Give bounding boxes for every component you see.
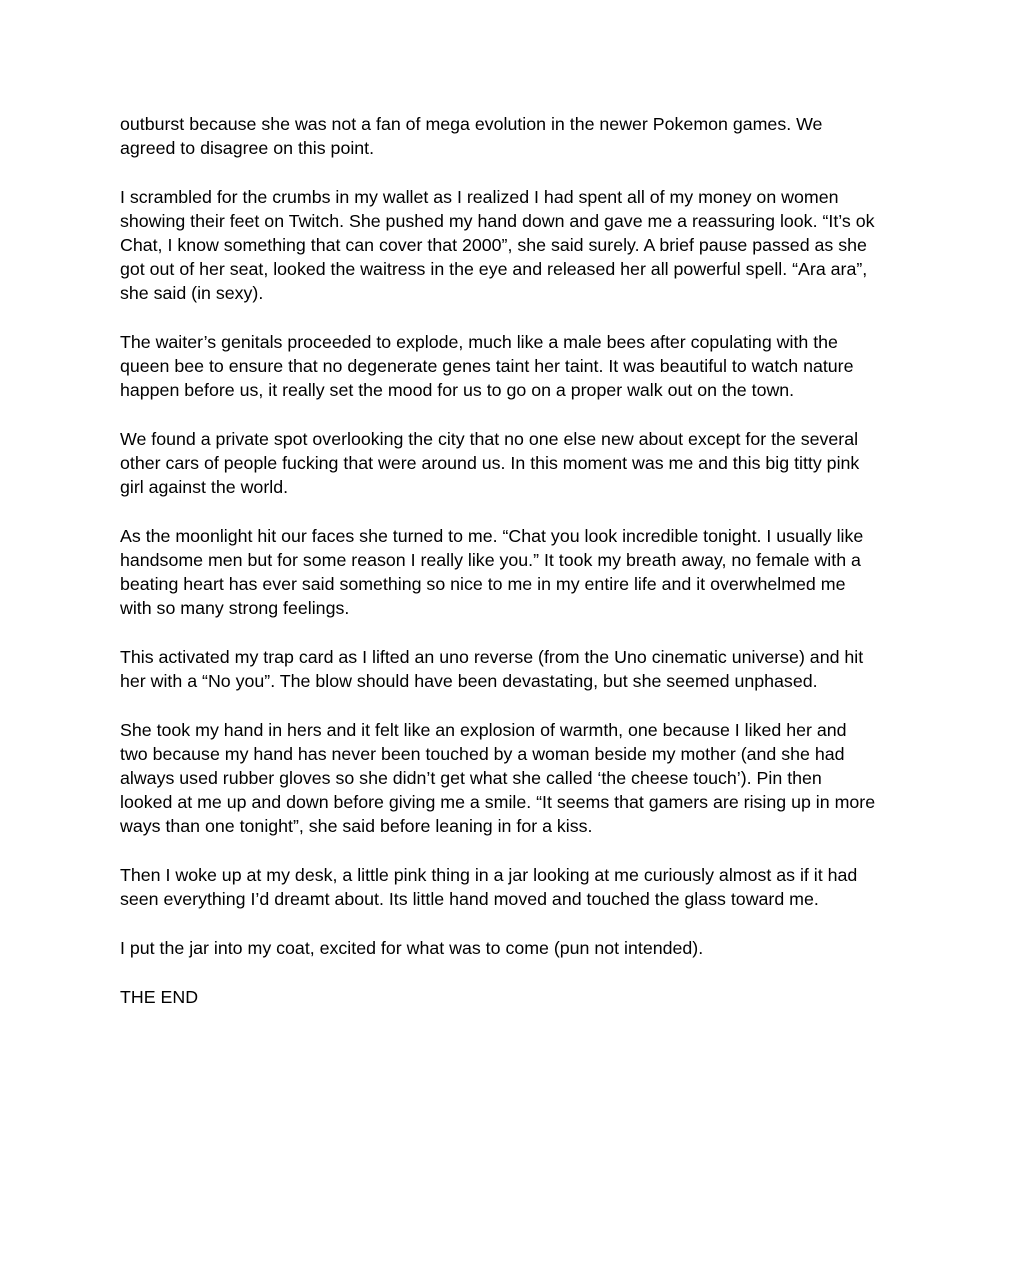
text-line: looked at me up and down before giving me a smile. “It seems that gamers are rising up in more [120,792,876,812]
text-line: handsome men but for some reason I really like you.” It took my breath away, no female with a [120,550,861,570]
text-line: showing their feet on Twitch. She pushed my hand down and gave me a reassuring look. “It’s ok [120,211,875,231]
paragraph [120,936,920,960]
text-line: THE END [120,987,199,1007]
paragraph [120,427,920,499]
text-line: ways than one tonight”, she said before leaning in for a kiss. [120,816,593,836]
text-line: This activated my trap card as I lifted an uno reverse (from the Uno cinematic universe) and hit [120,647,864,667]
paragraph [120,185,920,305]
text-line: got out of her seat, looked the waitress in the eye and released her all powerful spell. “Ara ara”, [120,259,868,279]
text-line: outburst because she was not a fan of mega evolution in the newer Pokemon games. We [120,114,823,134]
text-line: Then I woke up at my desk, a little pink thing in a jar looking at me curiously almost as if it had [120,865,858,885]
paragraph [120,718,920,838]
text-line: beating heart has ever said something so nice to me in my entire life and it overwhelmed me [120,574,846,594]
text-line: her with a “No you”. The blow should have been devastating, but she seemed unphased. [120,671,818,691]
paragraph [120,863,920,911]
text-line: I scrambled for the crumbs in my wallet as I realized I had spent all of my money on women [120,187,839,207]
text-line: girl against the world. [120,477,289,497]
text-line: with so many strong feelings. [120,598,350,618]
text-line: The waiter’s genitals proceeded to explode, much like a male bees after copulating with the [120,332,838,352]
text-line: always used rubber gloves so she didn’t get what she called ‘the cheese touch’). Pin then [120,768,822,788]
text-line: other cars of people fucking that were around us. In this moment was me and this big titty pink [120,453,860,473]
text-line: queen bee to ensure that no degenerate genes taint her taint. It was beautiful to watch nature [120,356,854,376]
text-line: agreed to disagree on this point. [120,138,375,158]
text-line: two because my hand has never been touched by a woman beside my mother (and she had [120,744,845,764]
text-line: She took my hand in hers and it felt like an explosion of warmth, one because I liked her and [120,720,847,740]
text-line: I put the jar into my coat, excited for what was to come (pun not intended). [120,938,704,958]
paragraph [120,112,920,160]
text-line: she said (in sexy). [120,283,264,303]
text-line: As the moonlight hit our faces she turned to me. “Chat you look incredible tonight. I usually like [120,526,864,546]
text-line: We found a private spot overlooking the city that no one else new about except for the several [120,429,859,449]
paragraph [120,985,920,1009]
paragraph [120,645,920,693]
text-line: happen before us, it really set the mood for us to go on a proper walk out on the town. [120,380,795,400]
text-line: Chat, I know something that can cover that 2000”, she said surely. A brief pause passed as she [120,235,867,255]
paragraph [120,524,920,620]
document-text [120,112,920,1034]
paragraph [120,330,920,402]
text-line: seen everything I’d dreamt about. Its little hand moved and touched the glass toward me. [120,889,819,909]
